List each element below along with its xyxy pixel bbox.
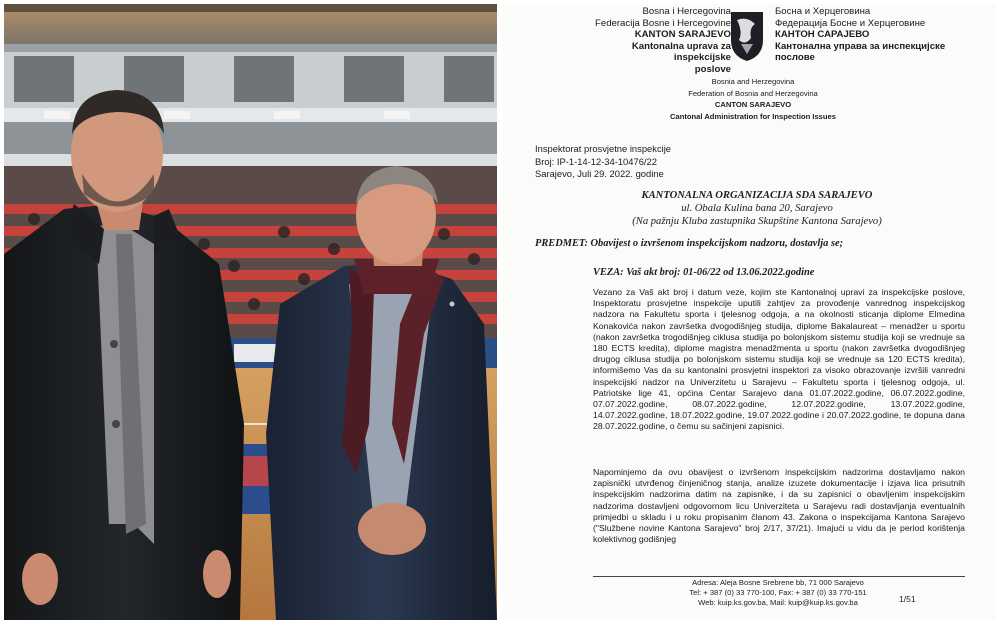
inspectorate-name: Inspektorat prosvjetne inspekcije bbox=[535, 143, 672, 154]
header-english bbox=[633, 76, 873, 122]
header-latin-line: poslove bbox=[694, 63, 731, 75]
recipient-address: ul. Obala Kulina bana 20, Sarajevo bbox=[681, 202, 833, 214]
header-cyrillic bbox=[775, 6, 965, 64]
header-latin-line: KANTON SARAJEVO bbox=[634, 29, 731, 41]
recipient-attention: (Na pažnju Kluba zastupnika Skupštine Kantona Sarajevo) bbox=[632, 215, 882, 227]
subject-line: PREDMET: Obavijest o izvršenom inspekcijskom nadzoru, dostavlja se; bbox=[535, 238, 844, 249]
footer-web: Web: kuip.ks.gov.ba, Mail: kuip@kuip.ks.gov.ba bbox=[698, 598, 858, 608]
header-latin-line: Bosna i Hercegovina bbox=[642, 6, 731, 17]
header-latin-line: Federacija Bosne i Hercegovine bbox=[595, 17, 731, 29]
header-cyrillic-line: Федерација Босне и Херцеговине bbox=[775, 17, 926, 29]
header-latin-line: Kantonalna uprava za inspekcijske bbox=[631, 40, 731, 64]
header-latin bbox=[581, 6, 731, 76]
footer-divider bbox=[593, 576, 965, 577]
recipient-block bbox=[577, 190, 937, 228]
body-paragraph-1: Vezano za Vaš akt broj i datum veze, kojim ste Kantonalnoj upravi za inspekcijske poslove, Inspektoratu prosvjetne inspekcije uputili zahtjev za provođenje vanrednog inspekcijskog nadzora na Fakultetu sporta i tjelesnog odgoja, a na okolnosti sticanja diplome Elmedina Konakovića nakon završetka dvogodišnjeg studija, diplome Bakalaureat – menadžer u sportu (nakon završetka trogodišnjeg ciklusa studija po bolonjskom sistemu studija koji se vrednuje sa 180 ECTS kredita), diplome magistra menadžmenta u sportu (nakon završetka dvogodišnjeg drugog ciklusa studija po bolonjskom sistemu studija koji se vrednuje sa 120 ECTS kredita), informišemo Vas da su kantonalni prosvjetni inspektori za visoko obrazovanje izvršili vanredni inspekcijski nadzor na Univerzitetu u Sarajevu – Fakultetu sporta i tjelesnog odgoja, ul. Patriotske lige 41, općina Centar Sarajevo dana 01.07.2022.godine, 06.07.2022.godine, 07.07.2022.godine, 08.07.2022.godine, 12.07.2022.godine, 13.07.2022.godine, 14.07.2022.godine, 18.07.2022.godine, 19.07.2022.godine i 20.07.2022.godine, te dopuna dana 28.07.2022.godine, o čemu su sačinjeni zapisnici. bbox=[593, 287, 965, 432]
coat-of-arms-icon bbox=[727, 10, 767, 62]
inspectorate-block bbox=[535, 143, 671, 181]
document-date: Sarajevo, Juli 29. 2022. godine bbox=[535, 168, 664, 180]
arena-photo bbox=[4, 4, 497, 620]
footer-contact bbox=[643, 578, 913, 609]
reference-line: VEZA: Vaš akt broj: 01-06/22 od 13.06.2022.godine bbox=[593, 267, 815, 278]
header-english-line: Cantonal Administration for Inspection Issues bbox=[670, 111, 836, 121]
footer-address: Adresa: Aleja Bosne Srebrene bb, 71 000 Sarajevo bbox=[692, 578, 864, 587]
header-english-line: CANTON SARAJEVO bbox=[714, 100, 792, 109]
header-cyrillic-line: послове bbox=[775, 52, 815, 64]
header-cyrillic-line: КАНТОН САРАЈЕВО bbox=[775, 29, 870, 41]
header-cyrillic-line: Кантонална управа за инспекцијске bbox=[775, 40, 946, 52]
inspection-letter bbox=[503, 4, 996, 620]
footer-phone: Tel: + 387 (0) 33 770-100, Fax: + 387 (0) 33 770-151 bbox=[689, 588, 867, 598]
document-number: Broj: IP-1-14-12-34-10476/22 bbox=[535, 155, 657, 167]
header-cyrillic-line: Босна и Херцеговина bbox=[775, 6, 871, 17]
page-number: 1/51 bbox=[899, 594, 916, 604]
header-english-line: Bosnia and Herzegovina bbox=[711, 77, 795, 86]
body-paragraph-2: Napominjemo da ovu obavijest o izvršenom inspekcijskim nadzorima dostavljamo nakon zapisnički utvrđenog činjeničnog stanja, analize izuzete dokumentacije i izjava lica prisutnih inspekcijskim nadzorima datim na zapisnike, i da su zapisnici o obavljenim inspekcijskim nadzorima dostavljeni odgovornom licu Univerziteta u Sarajevu radi dostavljanja eventualnih primjedbi u skladu i u roku propisanim članom 43. Zakona o inspekcijama Kantona Sarajevo ("Službene novine Kantona Sarajevo" broj 2/17, 37/21). Imajući u vidu da je period korištenja kolektivnog godišnjeg bbox=[593, 467, 965, 545]
recipient-name: KANTONALNA ORGANIZACIJA SDA SARAJEVO bbox=[641, 190, 873, 201]
header-english-line: Federation of Bosnia and Herzegovina bbox=[688, 88, 818, 98]
